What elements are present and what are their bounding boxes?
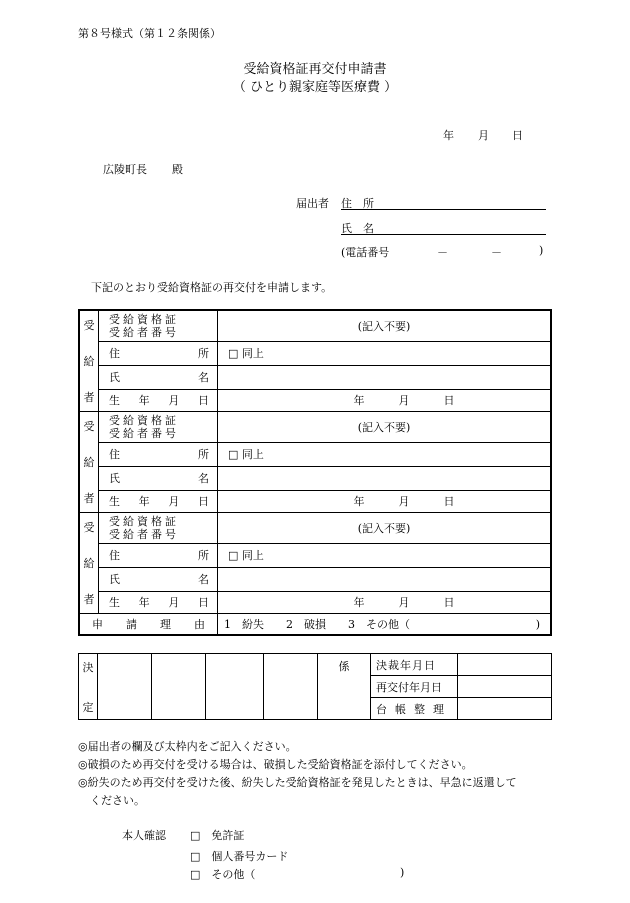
applicant-label: 届出者 [296,197,329,210]
date-month[interactable]: 月 [478,129,489,142]
ledger-label: 台帳整理 [371,698,458,720]
form-title: 受給資格証再交付申請書 [243,62,387,77]
form-number: 第８号様式（第１２条関係） [78,27,221,40]
address-label: 住 所 [99,543,218,567]
stamp-box-4 [264,654,318,720]
cert-label: 受給資格証 受給者番号 [99,411,218,442]
reissue-date-value [458,676,552,698]
dob-cell[interactable]: 年 月 日 [218,591,552,613]
phone-dash-1: － [437,246,448,259]
note-2: ◎破損のため再交付を受ける場合は、破損した受給資格証を添付してください。 [78,758,473,771]
cert-label [99,310,218,341]
note-3-cont: ください。 [90,794,145,807]
dob-label: 生 年 月 日 [99,389,218,411]
side-char: 者 [83,491,95,505]
side-label-3 [79,512,99,613]
dob-label: 生 年 月 日 [99,591,218,613]
reissue-date-label: 再交付年月日 [371,676,458,698]
note-1: ◎届出者の欄及び太枠内をご記入ください。 [78,740,297,753]
address-cell[interactable] [218,341,552,365]
cert-label: 受給資格証 受給者番号 [99,512,218,543]
side-label-1 [79,310,99,411]
dob-cell[interactable]: 年 月 日 [218,490,552,512]
note-3: ◎紛失のため再交付を受けた後、紛失した受給資格証を発見したときは、早急に返還して [78,776,517,789]
side-char: 受 [83,520,95,534]
decision-label: 決 定 [79,654,98,720]
decision-table [78,653,552,720]
name-label: 氏 名 [99,466,218,490]
ledger-value [458,698,552,720]
identity-option-other[interactable]: □ その他（ [190,868,256,881]
cert-number-cell: (記入不要) [218,310,552,341]
decision-date-label: 決裁年月日 [371,654,458,676]
reason-options[interactable] [218,613,552,635]
reason-close: ) [535,617,540,631]
applicant-phone-field[interactable] [341,244,546,260]
recipient-table [78,309,552,636]
same-as-above-checkbox[interactable]: □ 同上 [228,448,264,461]
identity-other-close: ) [400,866,405,879]
applicant-name-label: 氏 名 [341,222,374,235]
intro-text: 下記のとおり受給資格証の再交付を申請します。 [91,281,333,294]
side-char: 給 [83,556,95,570]
date-day[interactable]: 日 [512,129,523,142]
identity-option-license[interactable]: □ 免許証 [190,829,245,842]
side-char: 受 [83,318,95,332]
cert-label-line2: 受給者番号 [109,325,179,339]
address-label: 住 所 [99,341,218,365]
name-label: 氏 名 [99,365,218,389]
name-label: 氏 名 [99,567,218,591]
cert-number-cell: (記入不要) [218,411,552,442]
side-label-2 [79,411,99,512]
phone-label: (電話番号 [341,246,390,259]
name-cell[interactable] [218,365,552,389]
address-cell[interactable] [218,543,552,567]
side-char: 給 [83,455,95,469]
reason-label: 申 請 理 由 [79,613,218,635]
address-label: 住 所 [99,442,218,466]
phone-close: ) [539,244,544,257]
cert-label-line1: 受給資格証 [109,312,179,326]
applicant-address-label: 住 所 [341,197,374,210]
identity-option-mynumber[interactable]: □ 個人番号カード [190,850,289,863]
applicant-address-field[interactable] [341,195,546,210]
dob-label: 生 年 月 日 [99,490,218,512]
reason-options-text: 1 紛失 2 破損 3 その他（ [224,617,410,631]
same-as-above-checkbox[interactable]: □ 同上 [228,347,264,360]
applicant-name-field[interactable] [341,220,546,235]
stamp-box-2 [152,654,206,720]
addressee: 広陵町長 [103,163,147,176]
decision-date-value [458,654,552,676]
stamp-box-1 [98,654,152,720]
side-char: 者 [83,592,95,606]
side-char: 者 [83,390,95,404]
name-cell[interactable] [218,466,552,490]
form-subtitle: （ ひとり親家庭等医療費 ） [232,80,398,95]
side-char: 受 [83,419,95,433]
identity-label: 本人確認 [122,829,166,842]
side-char: 給 [83,354,95,368]
same-as-above-checkbox[interactable]: □ 同上 [228,549,264,562]
cert-number-cell: (記入不要) [218,512,552,543]
date-year[interactable]: 年 [443,129,454,142]
phone-dash-2: － [491,246,502,259]
kakari-box: 係 [318,654,371,720]
dob-cell[interactable]: 年 月 日 [218,389,552,411]
name-cell[interactable] [218,567,552,591]
address-cell[interactable] [218,442,552,466]
stamp-box-3 [206,654,264,720]
honorific: 殿 [172,163,183,176]
